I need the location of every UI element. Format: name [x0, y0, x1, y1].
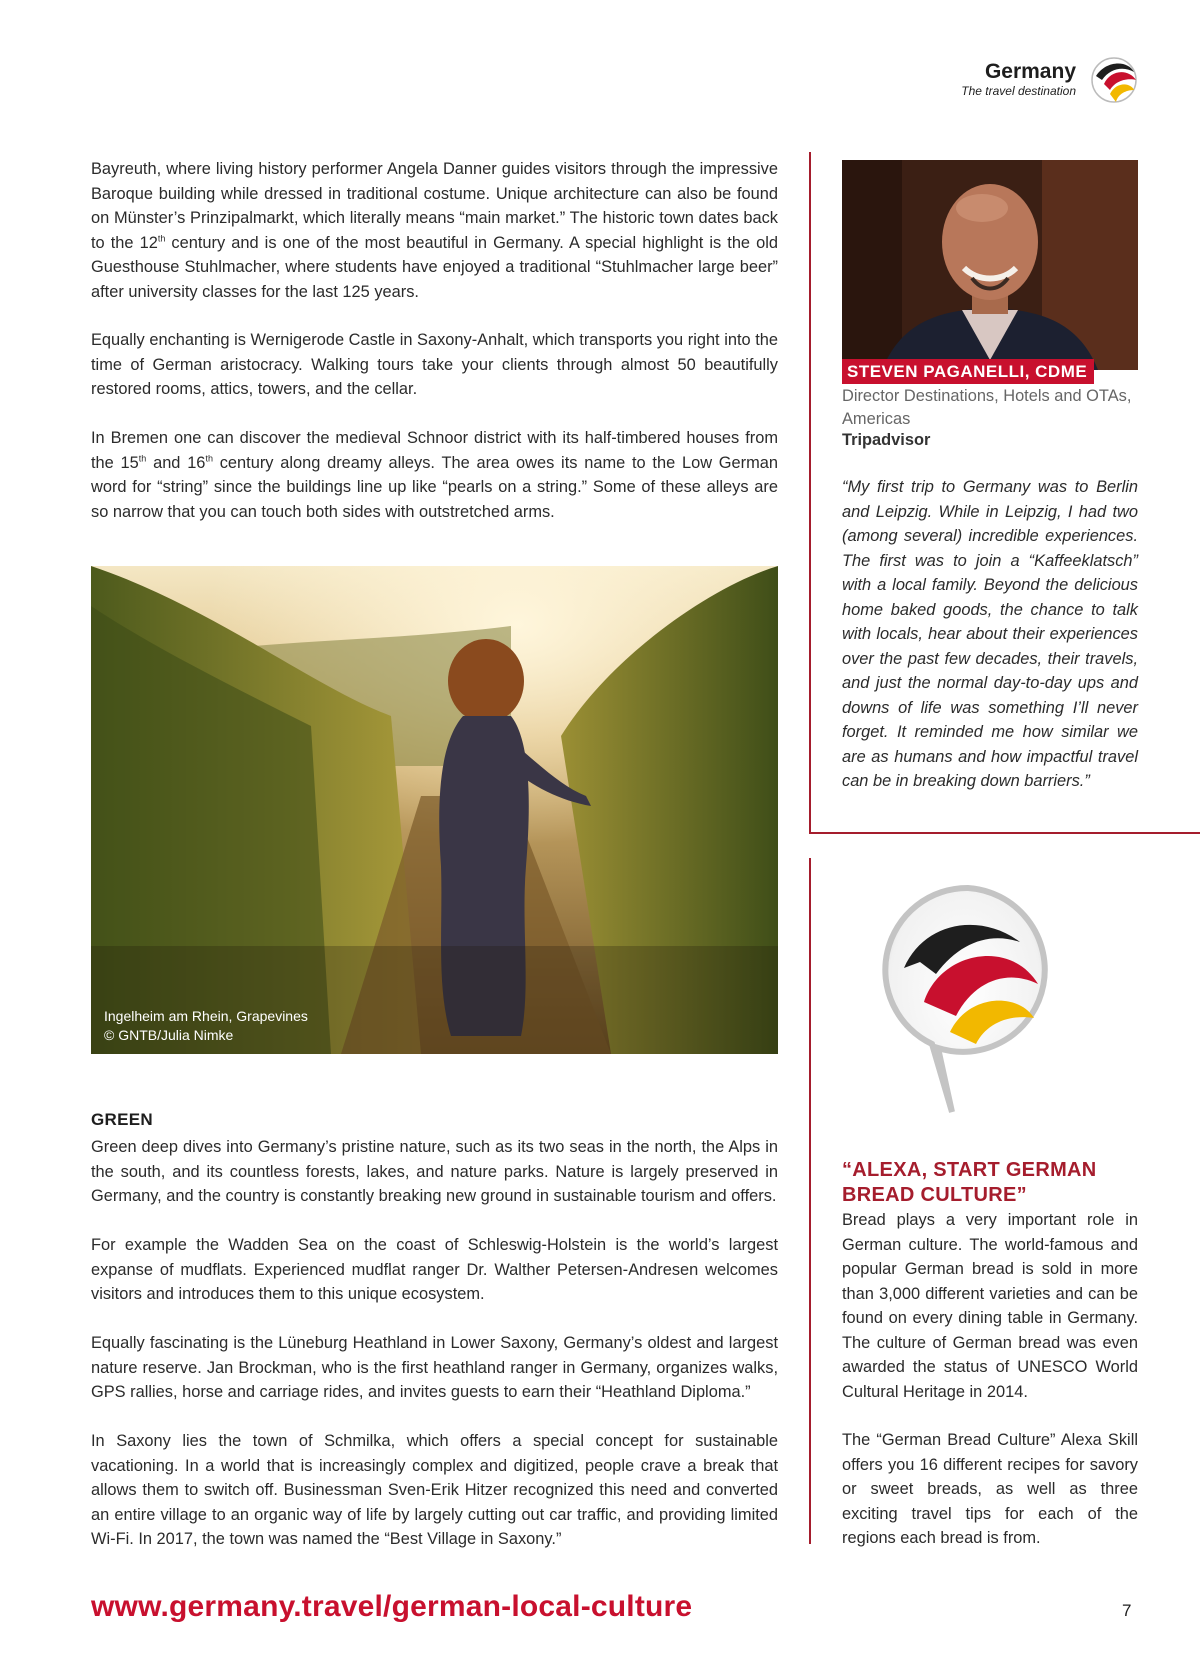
alexa-skill-logo	[880, 882, 1056, 1132]
sidebar-rule-horizontal	[809, 832, 1200, 834]
vineyard-photo	[91, 566, 778, 1054]
person-role: Director Destinations, Hotels and OTAs, Americas	[842, 387, 1132, 428]
paragraph-wadden-sea: For example the Wadden Sea on the coast of Schleswig-Holstein is the world’s largest expanse of mudflats. Experienced mudflat ranger Dr. Walther Petersen-Andresen welcomes visitors and introduces them to this unique ecosystem.	[91, 1236, 778, 1303]
photo-caption-location: Ingelheim am Rhein, Grapevines	[104, 1008, 308, 1024]
alexa-heading	[842, 1158, 1142, 1207]
germany-brand-logo	[1084, 54, 1140, 106]
paragraph-schmilka: In Saxony lies the town of Schmilka, which offers a special concept for sustainable vacationing. In a world that is increasingly complex and digitized, people crave a break that allows them to switch off. Businessman Sven-Erik Hitzer recognized this need and converted an entire village to an organic way of life by largely cutting out car traffic, and providing limited Wi-Fi. In 2017, the town was named the “Best Village in Saxony.”	[91, 1432, 778, 1548]
sidebar-rule-vertical-top	[809, 152, 811, 834]
photo-caption-credit: © GNTB/Julia Nimke	[104, 1027, 234, 1043]
testimonial-quote: “My first trip to Germany was to Berlin and Leipzig. While in Leipzig, I had two (among several) incredible experiences. The first was to join a “Kaffeeklatsch” with a local family. Beyond the delicious home baked goods, the chance to talk with locals, hear about their experiences over the past few decades, their travels, and just the normal day-to-day ups and downs of life was something I’ll never forget. It reminded me how similar we are as humans and how impactful travel can be in breaking down barriers.”	[842, 478, 1138, 790]
alexa-heading-line-2: BREAD CULTURE”	[842, 1183, 1027, 1206]
person-company: Tripadvisor	[842, 431, 931, 449]
brand-title: Germany	[984, 60, 1076, 83]
alexa-paragraph-bread-culture: Bread plays a very important role in German culture. The world-famous and popular German bread is sold in more than 3,000 different varieties and can be found on every dining table in Germany. The culture of German bread was even awarded the status of UNESCO World Cultural Heritage in 2014.	[842, 1211, 1138, 1401]
person-name-badge: STEVEN PAGANELLI, CDME	[842, 359, 1094, 384]
footer-website-link[interactable]: www.germany.travel/german-local-culture	[91, 1590, 693, 1623]
photo-caption	[104, 1007, 308, 1045]
sidebar-rule-vertical-bottom	[809, 858, 811, 1544]
brand-subtitle: The travel destination	[961, 84, 1076, 98]
paragraph-green-intro: Green deep dives into Germany’s pristine nature, such as its two seas in the north, the Alps in the south, and its countless forests, lakes, and nature parks. Nature is largely preserved in Germany, and the country is constantly breaking new ground in sustainable tourism and offers.	[91, 1138, 778, 1205]
alexa-heading-line-1: “ALEXA, START GERMAN	[842, 1159, 1097, 1181]
section-heading-green: GREEN	[91, 1110, 153, 1129]
alexa-paragraph-skill: The “German Bread Culture” Alexa Skill offers you 16 different recipes for savory or sweet breads, as well as three exciting travel tips for each of the regions each bread is from.	[842, 1431, 1138, 1547]
paragraph-bayreuth: Bayreuth, where living history performer Angela Danner guides visitors through the impressive Baroque building while dressed in traditional costume. Unique architecture can also be found on Münster’s Prinzipalmarkt, which literally means “main market.” The historic town dates back to the 12th century and is one of the most beautiful in Germany. A special highlight is the old Guesthouse Stuhlmacher, where students have enjoyed a traditional “Stuhlmacher large beer” after university classes for the last 125 years.	[91, 160, 778, 301]
paragraph-bremen: In Bremen one can discover the medieval Schnoor district with its half-timbered houses from the 15th and 16th century along dreamy alleys. The area owes its name to the Low German word for “string” since the buildings line up like “pearls on a string.” Some of these alleys are so narrow that you can touch both sides with outstretched arms.	[91, 429, 779, 521]
paragraph-luneburg: Equally fascinating is the Lüneburg Heathland in Lower Saxony, Germany’s oldest and largest nature reserve. Jan Brockman, who is the first heathland ranger in Germany, organizes walks, GPS rallies, horse and carriage rides, and invites guests to earn their “Heathland Diploma.”	[91, 1334, 778, 1401]
page-number: 7	[1122, 1601, 1132, 1620]
portrait-photo	[842, 160, 1138, 370]
paragraph-wernigerode: Equally enchanting is Wernigerode Castle in Saxony-Anhalt, which transports you right into the time of German aristocracy. Walking tours take your clients through almost 50 beautifully restored rooms, attics, towers, and the cellar.	[91, 331, 778, 398]
